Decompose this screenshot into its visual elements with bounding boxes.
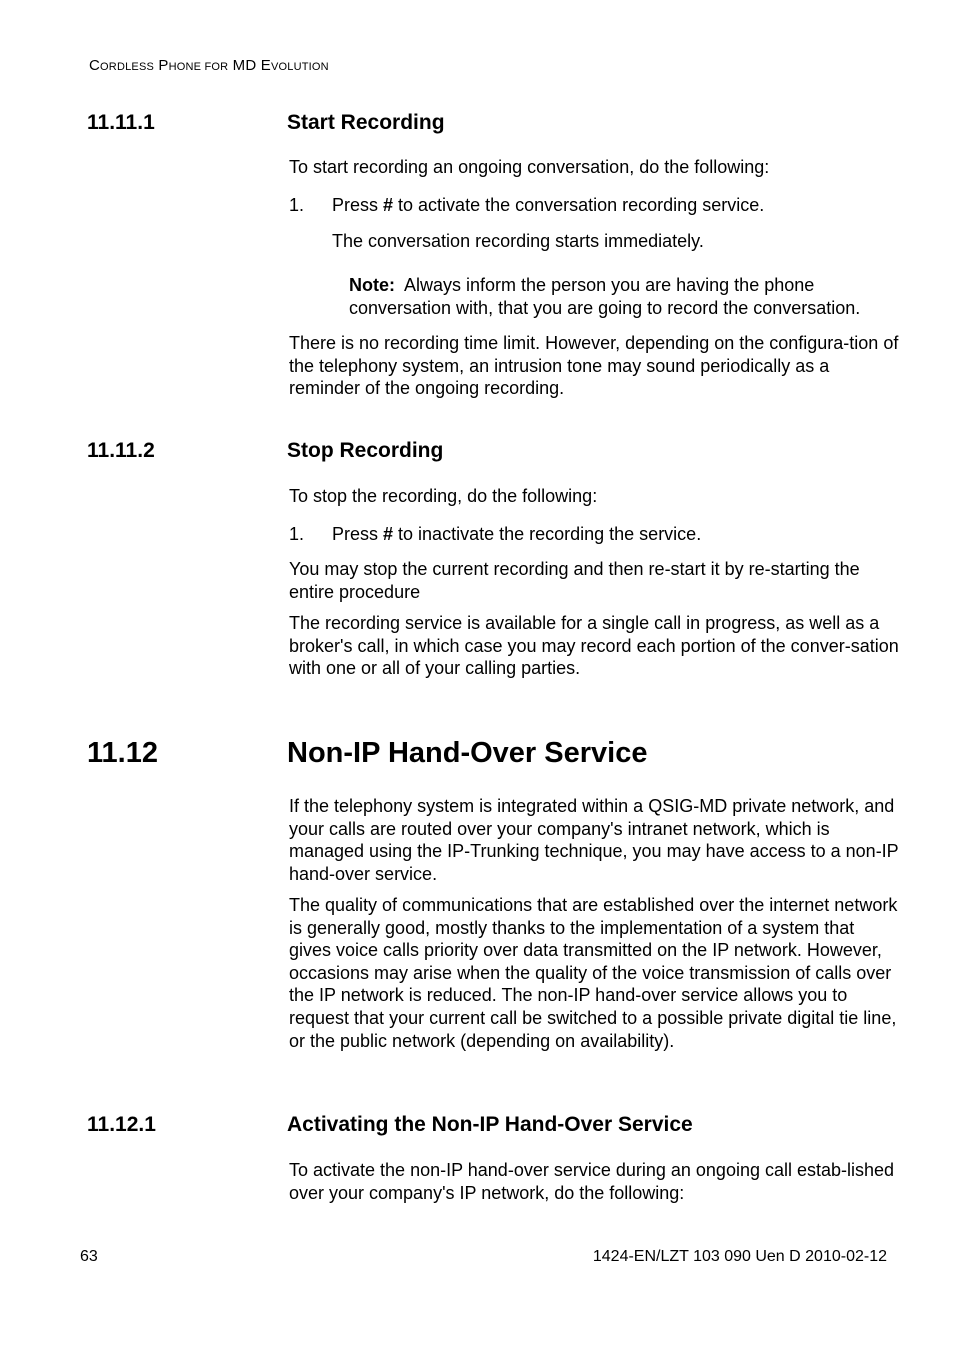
paragraph: To start recording an ongoing conversation, do the following: [289,157,770,177]
chapter-number: 11.12 [87,737,158,769]
step-text: Press # to activate the conversation recording service. [332,195,765,215]
section-title: Start Recording [287,111,445,134]
step-number: 1. [289,524,305,544]
paragraph: To activate the non-IP hand-over service during an ongoing call estab-lished over your company's IP network, do the following: [289,1160,895,1203]
page-number: 63 [80,1248,98,1265]
section-number: 11.11.2 [87,439,155,462]
step-text: Press # to inactivate the recording the service. [332,524,702,544]
section-number: 11.12.1 [87,1113,156,1136]
document-id: 1424-EN/LZT 103 090 Uen D 2010-02-12 [592,1248,887,1265]
section-title: Stop Recording [287,439,444,462]
paragraph: There is no recording time limit. However, depending on the configura-tion of the telephony system, an intrusion tone may sound periodically as a reminder of the ongoing recording. [289,333,899,399]
note-label: Note: [349,275,395,295]
chapter-title: Non-IP Hand-Over Service [287,737,648,769]
paragraph: The quality of communications that are established over the internet network is generally good, mostly thanks to the implementation of a system that gives voice calls priority over data transmitted on the IP network. However, occasions may arise when the quality of the voice transmission of calls over the IP network is reduced. The non-IP hand-over service allows you to request that your current call be switched to a possible private digital tie line, or the public network (depending on availability). [289,895,898,1051]
paragraph: The recording service is available for a single call in progress, as well as a broker's call, in which case you may record each portion of the conver-sation with one or all of your calling parties. [289,613,899,679]
paragraph: If the telephony system is integrated within a QSIG-MD private network, and your calls are routed over your company's intranet network, which is managed using the IP-Trunking technique, you may have access to a non-IP hand-over service. [289,796,899,884]
section-number: 11.11.1 [87,111,155,134]
section-title: Activating the Non-IP Hand-Over Service [287,1113,693,1136]
step-result: The conversation recording starts immediately. [332,231,704,251]
note: Note: Always inform the person you are having the phone conversation with, that you are going to record the conversation. [349,275,861,318]
paragraph: You may stop the current recording and then re-start it by re-starting the entire procedure [289,559,860,602]
hash-key: # [383,195,394,215]
running-header: CORDLESS PHONE FOR MD EVOLUTION [89,57,329,74]
step-number: 1. [289,195,305,215]
hash-key: # [383,524,394,544]
paragraph: To stop the recording, do the following: [289,486,598,506]
